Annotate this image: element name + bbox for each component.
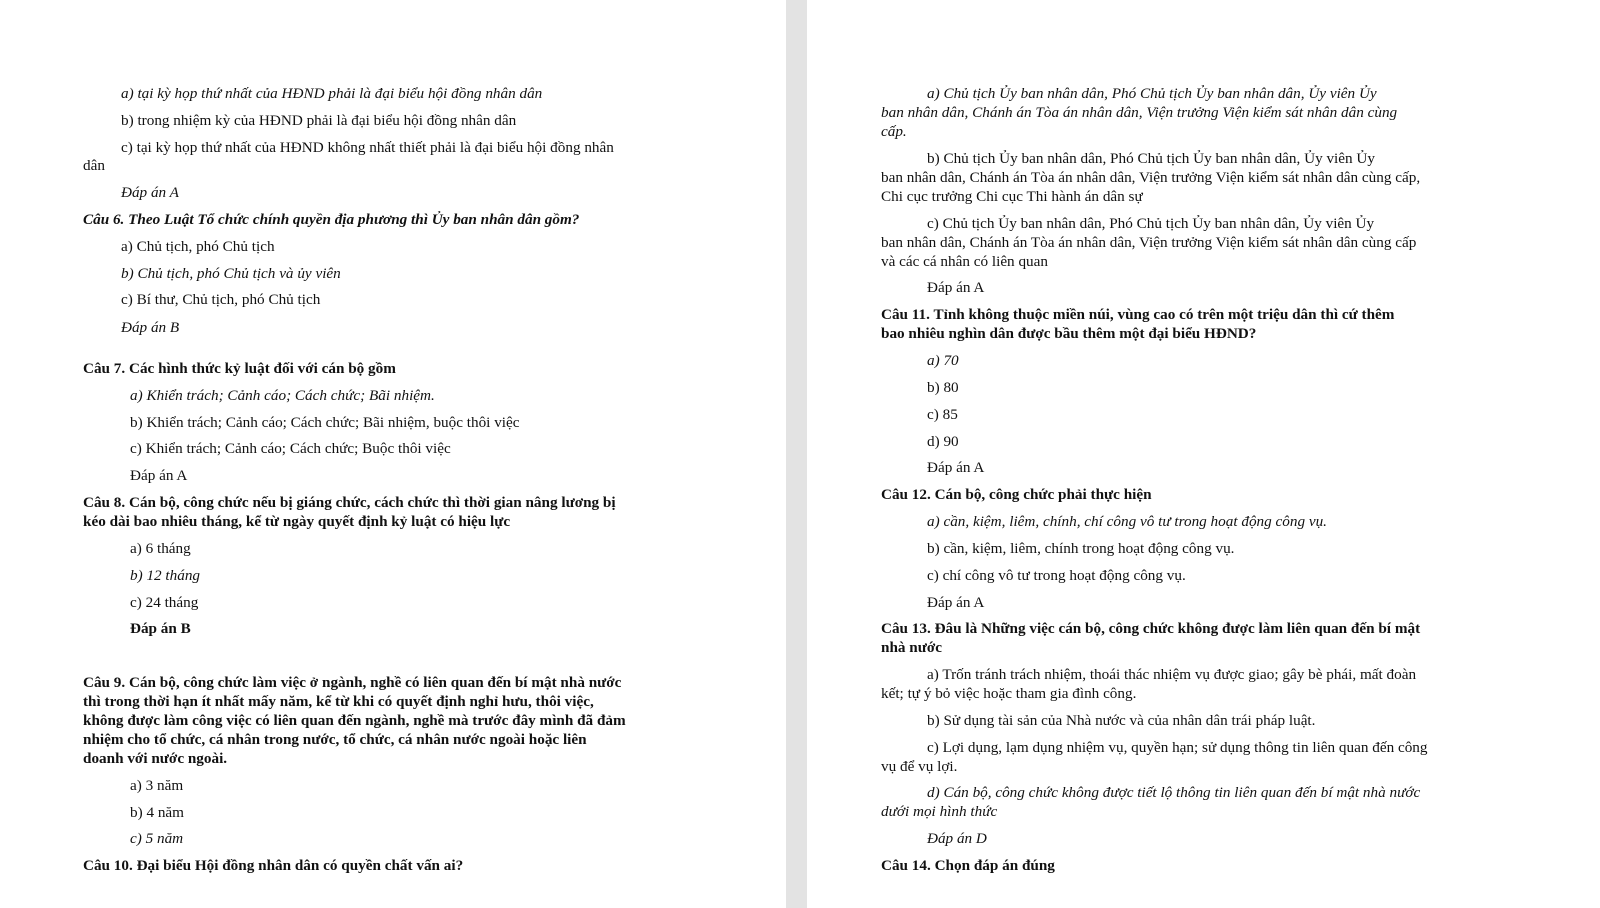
- q9-question-line-2: thì trong thời hạn ít nhất mấy năm, kể từ khi có quyết định nghỉ hưu, thôi việc,: [83, 693, 594, 710]
- q6-question: Câu 6. Theo Luật Tổ chức chính quyền địa phương thì Ủy ban nhân dân gồm?: [83, 211, 580, 228]
- q11-question-line-1: Câu 11. Tỉnh không thuộc miền núi, vùng cao có trên một triệu dân thì cứ thêm: [881, 306, 1395, 323]
- q12-question: Câu 12. Cán bộ, công chức phải thực hiện: [881, 486, 1152, 503]
- q13-option-d-line-2: dưới mọi hình thức: [881, 803, 998, 820]
- q7-option-a: a) Khiển trách; Cảnh cáo; Cách chức; Bãi nhiệm.: [130, 387, 435, 404]
- q8-option-c: c) 24 tháng: [130, 594, 199, 611]
- q10-option-a-line-2: ban nhân dân, Chánh án Tòa án nhân dân, Viện trưởng Viện kiểm sát nhân dân cùng: [881, 104, 1398, 121]
- document-page-left: [0, 0, 786, 908]
- q13-option-a-line-2: kết; tự ý bỏ việc hoặc tham gia đình công.: [881, 685, 1137, 702]
- q10-option-b-line-1: b) Chủ tịch Ủy ban nhân dân, Phó Chủ tịch Ủy ban nhân dân, Ủy viên Ủy: [927, 150, 1375, 167]
- q9-question-line-3: không được làm công việc có liên quan đến ngành, nghề mà trước đây mình đã đảm: [83, 712, 626, 729]
- q12-option-c: c) chí công vô tư trong hoạt động công vụ.: [927, 567, 1186, 584]
- q6-option-c: c) Bí thư, Chủ tịch, phó Chủ tịch: [121, 291, 321, 308]
- q9-question-line-5: doanh với nước ngoài.: [83, 750, 228, 767]
- page-gutter: [786, 0, 807, 908]
- q10-option-a-line-1: a) Chủ tịch Ủy ban nhân dân, Phó Chủ tịch Ủy ban nhân dân, Ủy viên Ủy: [927, 85, 1377, 102]
- q9-question-line-1: Câu 9. Cán bộ, công chức làm việc ở ngành, nghề có liên quan đến bí mật nhà nước: [83, 674, 622, 691]
- q6-answer: Đáp án B: [121, 319, 180, 336]
- q13-question-line-2: nhà nước: [881, 639, 942, 656]
- q11-question-line-2: bao nhiêu nghìn dân được bầu thêm một đại biểu HĐND?: [881, 325, 1257, 342]
- q5-option-b: b) trong nhiệm kỳ của HĐND phải là đại biểu hội đồng nhân dân: [121, 112, 517, 129]
- q7-question: Câu 7. Các hình thức kỷ luật đối với cán bộ gồm: [83, 360, 396, 377]
- q12-answer: Đáp án A: [927, 594, 985, 611]
- q9-question-line-4: nhiệm cho tổ chức, cá nhân trong nước, tổ chức, cá nhân nước ngoài hoặc liên: [83, 731, 587, 748]
- q7-option-b: b) Khiển trách; Cảnh cáo; Cách chức; Bãi nhiệm, buộc thôi việc: [130, 414, 520, 431]
- q8-question-line-1: Câu 8. Cán bộ, công chức nếu bị giáng chức, cách chức thì thời gian nâng lương bị: [83, 494, 616, 511]
- q11-option-c: c) 85: [927, 406, 958, 423]
- q9-option-a: a) 3 năm: [130, 777, 184, 794]
- q13-question-line-1: Câu 13. Đâu là Những việc cán bộ, công chức không được làm liên quan đến bí mật: [881, 620, 1421, 637]
- q11-option-a: a) 70: [927, 352, 959, 369]
- q10-option-b-line-2: ban nhân dân, Chánh án Tòa án nhân dân, Viện trưởng Viện kiểm sát nhân dân cùng cấp,: [881, 169, 1421, 186]
- q10-option-b-line-3: Chi cục trưởng Chi cục Thi hành án dân sự: [881, 188, 1143, 205]
- q10-option-c-line-2: ban nhân dân, Chánh án Tòa án nhân dân, Viện trưởng Viện kiểm sát nhân dân cùng cấp: [881, 234, 1417, 251]
- q14-question: Câu 14. Chọn đáp án đúng: [881, 857, 1055, 874]
- q13-option-a-line-1: a) Trốn tránh trách nhiệm, thoái thác nhiệm vụ được giao; gây bè phái, mất đoàn: [927, 666, 1417, 683]
- q13-answer: Đáp án D: [927, 830, 987, 847]
- q10-question: Câu 10. Đại biểu Hội đồng nhân dân có quyền chất vấn ai?: [83, 857, 464, 874]
- q5-option-c-line-1: c) tại kỳ họp thứ nhất của HĐND không nhất thiết phải là đại biểu hội đồng nhân: [121, 139, 614, 156]
- q11-answer: Đáp án A: [927, 459, 985, 476]
- q10-option-c-line-3: và các cá nhân có liên quan: [881, 253, 1048, 270]
- q11-option-d: d) 90: [927, 433, 959, 450]
- q7-answer: Đáp án A: [130, 467, 188, 484]
- q5-answer: Đáp án A: [121, 184, 179, 201]
- q6-option-a: a) Chủ tịch, phó Chủ tịch: [121, 238, 275, 255]
- q9-option-c: c) 5 năm: [130, 830, 184, 847]
- document-page-right: [807, 0, 1600, 908]
- q5-option-a: a) tại kỳ họp thứ nhất của HĐND phải là đại biểu hội đồng nhân dân: [121, 85, 543, 102]
- q9-option-b: b) 4 năm: [130, 804, 184, 821]
- q10-option-c-line-1: c) Chủ tịch Ủy ban nhân dân, Phó Chủ tịch Ủy ban nhân dân, Ủy viên Ủy: [927, 215, 1375, 232]
- q12-option-b: b) cần, kiệm, liêm, chính trong hoạt động công vụ.: [927, 540, 1235, 557]
- q8-question-line-2: kéo dài bao nhiêu tháng, kể từ ngày quyết định kỷ luật có hiệu lực: [83, 513, 511, 530]
- q12-option-a: a) cần, kiệm, liêm, chính, chí công vô tư trong hoạt động công vụ.: [927, 513, 1327, 530]
- q13-option-d-line-1: d) Cán bộ, công chức không được tiết lộ thông tin liên quan đến bí mật nhà nước: [927, 784, 1421, 801]
- q6-option-b: b) Chủ tịch, phó Chủ tịch và ủy viên: [121, 265, 341, 282]
- q7-option-c: c) Khiển trách; Cảnh cáo; Cách chức; Buộc thôi việc: [130, 440, 451, 457]
- q8-option-b: b) 12 tháng: [130, 567, 201, 584]
- q10-answer: Đáp án A: [927, 279, 985, 296]
- q10-option-a-line-3: cấp.: [881, 123, 907, 140]
- q5-option-c-line-2: dân: [83, 157, 105, 174]
- q11-option-b: b) 80: [927, 379, 959, 396]
- q8-answer: Đáp án B: [130, 620, 191, 637]
- q13-option-c-line-2: vụ để vụ lợi.: [881, 758, 958, 775]
- q13-option-c-line-1: c) Lợi dụng, lạm dụng nhiệm vụ, quyền hạn; sử dụng thông tin liên quan đến công: [927, 739, 1428, 756]
- q13-option-b: b) Sử dụng tài sản của Nhà nước và của nhân dân trái pháp luật.: [927, 712, 1316, 729]
- q8-option-a: a) 6 tháng: [130, 540, 191, 557]
